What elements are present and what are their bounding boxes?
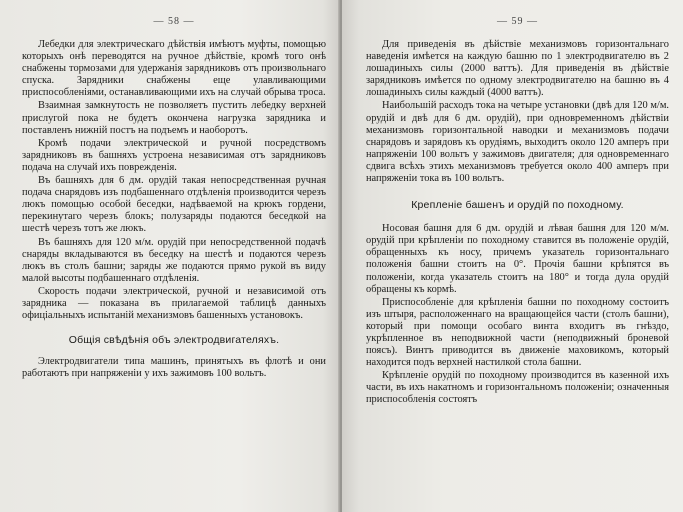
paragraph: Приспособленіе для крѣпленія башни по походному состоитъ изъ штыря, расположеннаго на вращающейся части (столъ башни), который при помощи особаго винта входитъ въ гнѣздо, укрѣпленное въ неподвижной части (неподвижный броневой поясъ). Винтъ приводится въ движеніе маховикомъ, который находится подъ верхней настилкой стола башни. bbox=[366, 296, 669, 369]
paragraph: Скорость подачи электрической, ручной и независимой отъ зарядника — показана въ прилагаемой таблицѣ данныхъ офиціальныхъ испытаній механизмовъ башенныхъ установокъ. bbox=[22, 285, 326, 322]
left-page bbox=[0, 0, 340, 512]
paragraph: Носовая башня для 6 дм. орудій и лѣвая башня для 120 м/м. орудій при крѣпленіи по походному ставится въ положеніе орудій, обращенныхъ къ носу, причемъ указатель горизонтальнаго положенія башни стоитъ на 0°. Прочія башни крѣпятся въ положеніи, когда указатель стоитъ на 180° и тогда дула орудій обращены къ кормѣ. bbox=[366, 223, 669, 295]
section-heading: Крепленіе башенъ и орудій по походному. bbox=[411, 199, 624, 212]
paragraph: Кромѣ подачи электрической и ручной посредствомъ зарядниковъ въ башняхъ устроена независимая отъ зарядниковъ подача на случай ихъ поврежденія. bbox=[22, 137, 326, 173]
paragraph: Для приведенія въ дѣйствіе механизмовъ горизонтальнаго наведенія имѣется на каждую башню по 1 электродвигателю въ 2 лошадиныхъ силы (2000 ваттъ). Для приведенія въ дѣйствіе зарядниковъ имѣется по одному электродвигателю на башню въ 4 лошадиныхъ силы каждый (4000 ваттъ). bbox=[366, 39, 669, 99]
paragraph: Крѣпленіе орудій по походному производится въ казенной ихъ части, въ ихъ накатномъ и горизонтальномъ положеніи; означенныя приспособленія состоятъ bbox=[366, 370, 669, 406]
paragraph: Наибольшій расходъ тока на четыре установки (двѣ для 120 м/м. орудій и двѣ для 6 дм. орудій), при одновременномъ дѣйствіи механизмовъ горизонтальной наводки и механизмовъ подачи снарядовъ и зарядовъ къ орудіямъ, выходитъ около 120 амперъ при напряженіи 100 вольтъ у зажимовъ двигателя; для одновременнаго сдвига всѣхъ этихъ механизмовъ требуется около 400 амперъ при напряженіи тока въ 100 вольтъ. bbox=[366, 100, 669, 185]
paragraph: Взаимная замкнутость не позволяетъ пустить лебедку верхней прислугой пока не будетъ окончена нагрузка зарядника и поставленъ нижній постъ на подъемъ и наоборотъ. bbox=[22, 100, 326, 136]
paragraph: Электродвигатели типа машинъ, принятыхъ въ флотѣ и они работаютъ при напряженіи у ихъ зажимовъ 100 вольтъ. bbox=[22, 356, 326, 380]
paragraph: Лебедки для электрическаго дѣйствія имѣютъ муфты, помощью которыхъ онѣ переводятся на ручное дѣйствіе, кромѣ того онѣ снабжены тормозами для удержанія зарядниковъ отъ произвольнаго спуска. Зарядники снабжены еще улавливающими приспособленіями, останавливающими ихъ на случай обрыва троса. bbox=[22, 39, 326, 99]
page-number: — 59 — bbox=[497, 16, 538, 27]
page-number: — 58 — bbox=[153, 16, 195, 27]
paragraph: Въ башняхъ для 6 дм. орудій такая непосредственная ручная подача снарядовъ изъ подбашеннаго отдѣленія производится черезъ люкъ помощью особой беседки, надѣваемой на крюкъ гордени, перекинутаго черезъ блокъ; полузаряды подаются беседкой на шестѣ черезъ тотъ же люкъ. bbox=[22, 175, 326, 235]
right-page bbox=[342, 0, 683, 512]
paragraph: Въ башняхъ для 120 м/м. орудій при непосредственной подачѣ снаряды вкладываются въ беседку на шестѣ и подаются черезъ люкъ въ столъ башни; заряды же подаются прямо рукой въ виду малой высоты подбашеннаго отдѣленія. bbox=[22, 236, 326, 284]
section-heading: Общія свѣдѣнія объ электродвигателяхъ. bbox=[68, 334, 280, 347]
